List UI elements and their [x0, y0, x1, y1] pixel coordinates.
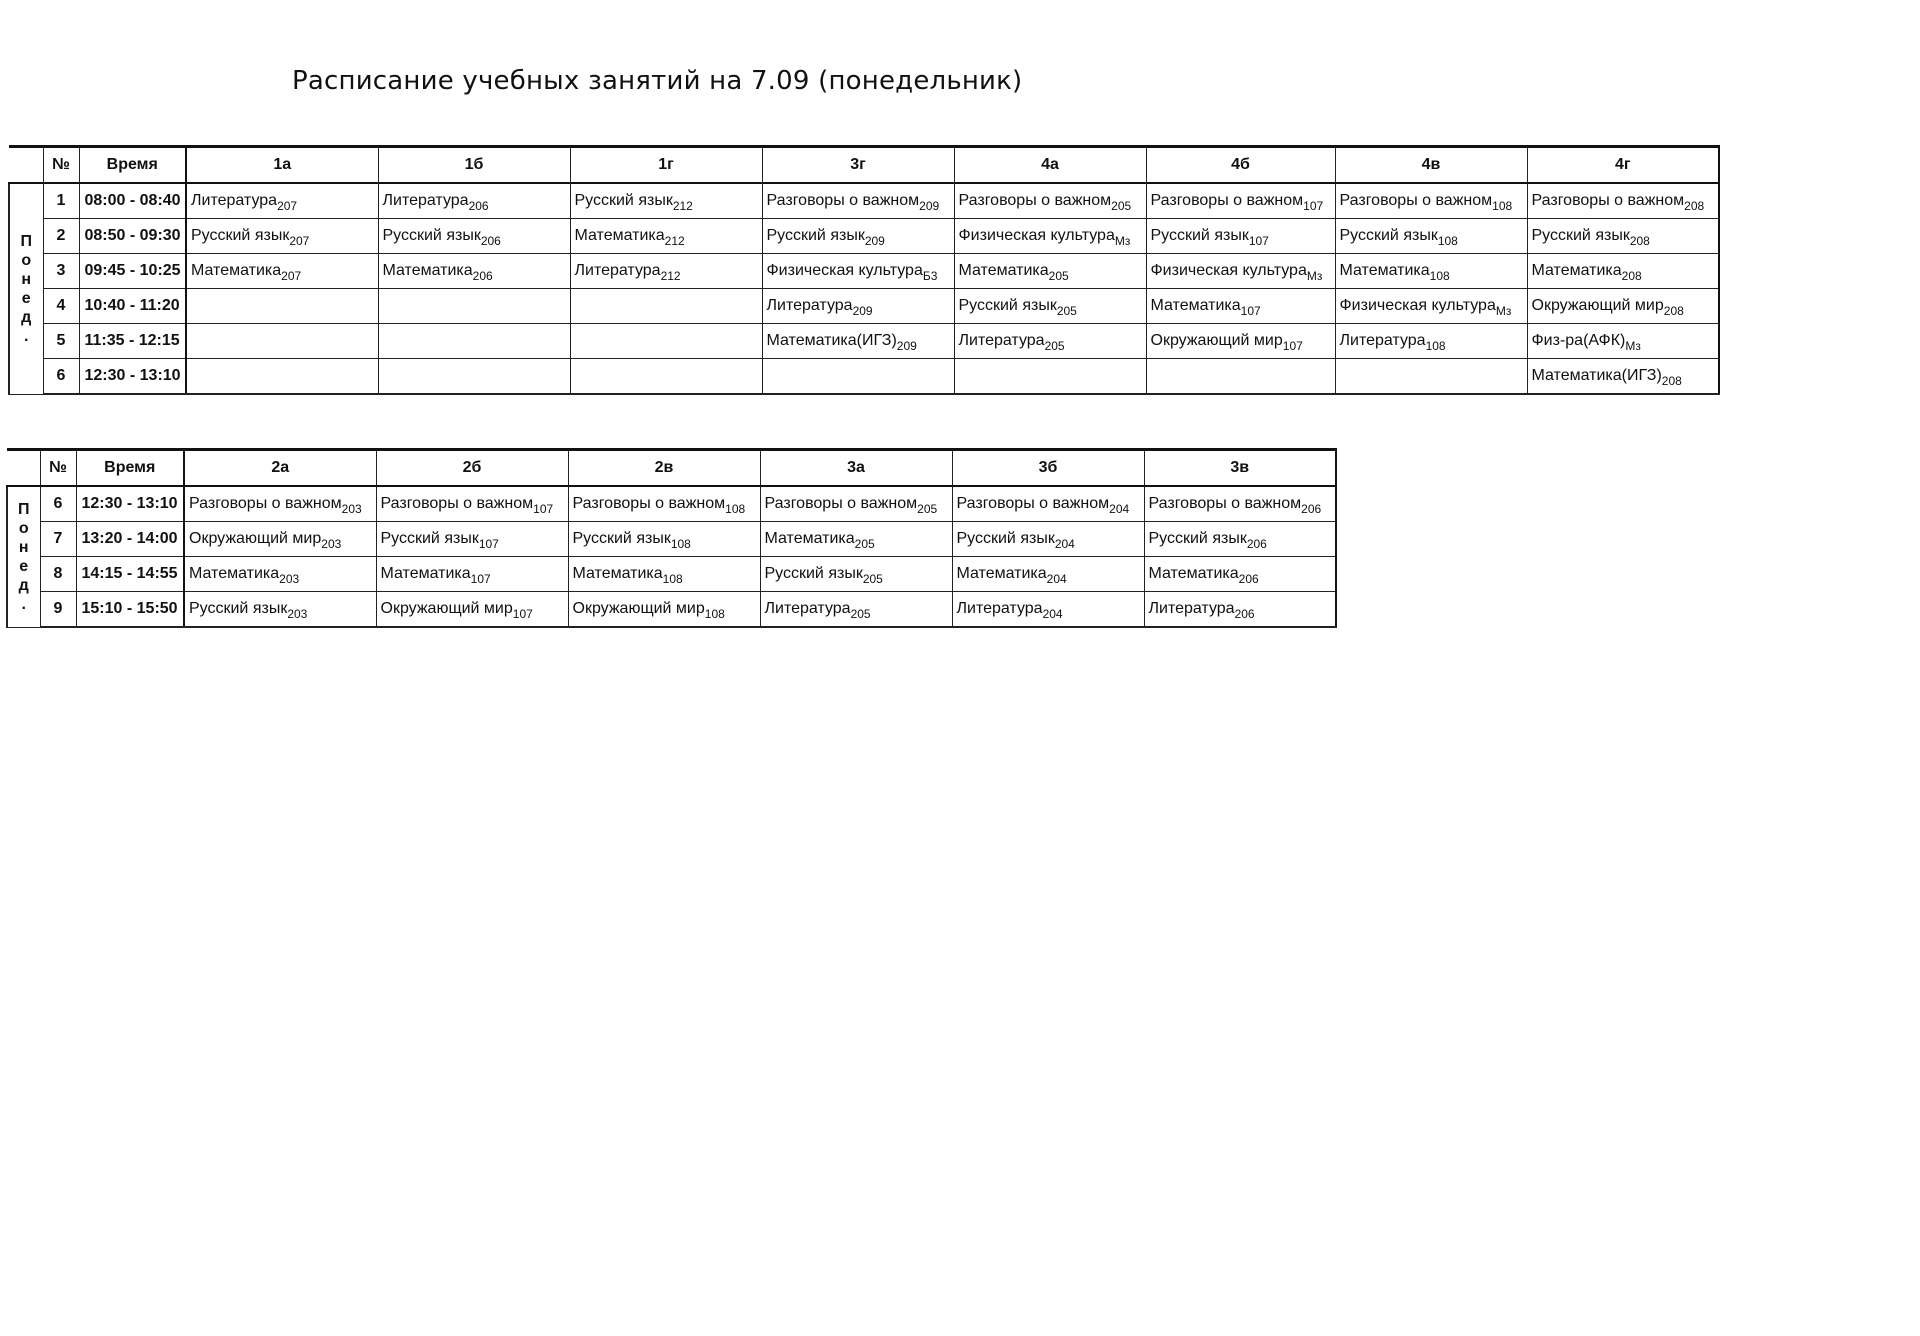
header-class: 4б: [1146, 147, 1335, 184]
subject-name: Русский язык: [572, 530, 671, 547]
lesson-cell: [570, 359, 762, 395]
room-number: Мз: [1625, 339, 1641, 353]
subject-name: Физическая культура: [766, 262, 923, 279]
lesson-cell: [378, 359, 570, 395]
lesson-cell: [1146, 254, 1335, 289]
lesson-cell: [954, 359, 1146, 395]
lesson-cell: [1144, 486, 1336, 522]
lesson-cell: [954, 289, 1146, 324]
subject-name: Русский язык: [189, 600, 288, 617]
subject-name: Разговоры о важном: [1148, 495, 1302, 512]
corner-blank: [9, 147, 43, 184]
subject-name: Математика: [1150, 297, 1241, 314]
lesson-row: [9, 324, 1719, 359]
header-class: 1г: [570, 147, 762, 184]
lesson-number: 2: [43, 219, 79, 254]
room-number: 203: [341, 502, 362, 516]
header-class: 1б: [378, 147, 570, 184]
lesson-time: 14:15 - 14:55: [76, 557, 184, 592]
lesson-cell: [570, 219, 762, 254]
lesson-cell: [186, 324, 378, 359]
room-number: Б3: [922, 269, 938, 283]
subject-name: Разговоры о важном: [766, 192, 920, 209]
lesson-row: [7, 486, 1336, 522]
room-number: 107: [512, 607, 533, 621]
subject-name: Русский язык: [382, 227, 481, 244]
lesson-cell: [1335, 219, 1527, 254]
room-number: 206: [480, 234, 501, 248]
lesson-number: 6: [43, 359, 79, 395]
header-class: 3б: [952, 450, 1144, 487]
subject-name: Математика: [572, 565, 663, 582]
lesson-number: 1: [43, 183, 79, 219]
room-number: 206: [1234, 607, 1255, 621]
room-number: 108: [662, 572, 683, 586]
lesson-cell: [570, 324, 762, 359]
lesson-cell: [378, 219, 570, 254]
header-class: 3г: [762, 147, 954, 184]
lesson-row: [7, 557, 1336, 592]
lesson-cell: [762, 219, 954, 254]
day-label-letters: [8, 500, 40, 614]
subject-name: Окружающий мир: [189, 530, 322, 547]
subject-name: Русский язык: [1531, 227, 1630, 244]
lesson-cell: [1144, 522, 1336, 557]
room-number: 107: [1248, 234, 1269, 248]
subject-name: Русский язык: [191, 227, 290, 244]
lesson-cell: [1146, 359, 1335, 395]
lesson-cell: [186, 219, 378, 254]
lesson-cell: [378, 254, 570, 289]
lesson-cell: [570, 183, 762, 219]
lesson-number: 3: [43, 254, 79, 289]
lesson-cell: [760, 592, 952, 628]
subject-name: Литература: [191, 192, 278, 209]
subject-name: Литература: [766, 297, 853, 314]
subject-name: Русский язык: [574, 192, 673, 209]
lesson-cell: [376, 486, 568, 522]
room-number: 207: [281, 269, 302, 283]
lesson-row: [7, 522, 1336, 557]
header-num: №: [40, 450, 76, 487]
lesson-cell: [1146, 324, 1335, 359]
room-number: 207: [289, 234, 310, 248]
room-number: 108: [670, 537, 691, 551]
day-letter: е: [21, 289, 31, 307]
room-number: 208: [1684, 199, 1705, 213]
room-number: 206: [472, 269, 493, 283]
schedule-table-1: [8, 145, 1720, 395]
subject-name: Физическая культура: [958, 227, 1115, 244]
room-number: 205: [917, 502, 938, 516]
subject-name: Физическая культура: [1339, 297, 1496, 314]
lesson-time: 11:35 - 12:15: [79, 324, 186, 359]
lesson-cell: [954, 254, 1146, 289]
subject-name: Математика: [1339, 262, 1430, 279]
subject-name: Математика: [380, 565, 471, 582]
header-class: 4а: [954, 147, 1146, 184]
subject-name: Разговоры о важном: [1150, 192, 1304, 209]
lesson-cell: [1146, 219, 1335, 254]
room-number: 205: [1048, 269, 1069, 283]
lesson-number: 5: [43, 324, 79, 359]
day-letter: о: [18, 519, 29, 537]
room-number: 107: [478, 537, 499, 551]
lesson-cell: [1335, 289, 1527, 324]
subject-name: Русский язык: [1339, 227, 1438, 244]
lesson-number: 9: [40, 592, 76, 628]
lesson-time: 09:45 - 10:25: [79, 254, 186, 289]
lesson-row: [9, 289, 1719, 324]
lesson-cell: [186, 289, 378, 324]
lesson-cell: [376, 522, 568, 557]
subject-name: Русский язык: [766, 227, 865, 244]
subject-name: Литература: [574, 262, 661, 279]
lesson-cell: [568, 522, 760, 557]
room-number: Мз: [1495, 304, 1512, 318]
lesson-cell: [378, 183, 570, 219]
lesson-cell: [762, 183, 954, 219]
lesson-cell: [568, 486, 760, 522]
header-num: №: [43, 147, 79, 184]
lesson-cell: [952, 522, 1144, 557]
lesson-cell: [184, 557, 376, 592]
room-number: Мз: [1306, 269, 1323, 283]
lesson-cell: [568, 557, 760, 592]
room-number: 208: [1661, 374, 1682, 388]
subject-name: Математика: [764, 530, 855, 547]
room-number: 205: [850, 607, 871, 621]
room-number: 205: [1056, 304, 1077, 318]
room-number: 208: [1629, 234, 1650, 248]
lesson-cell: [1527, 289, 1719, 324]
header-class: 4в: [1335, 147, 1527, 184]
room-number: 205: [1111, 199, 1132, 213]
subject-name: Русский язык: [764, 565, 863, 582]
subject-name: Разговоры о важном: [956, 495, 1110, 512]
lesson-cell: [186, 254, 378, 289]
lesson-time: 08:50 - 09:30: [79, 219, 186, 254]
subject-name: Разговоры о важном: [572, 495, 726, 512]
room-number: 209: [864, 234, 885, 248]
subject-name: Литература: [764, 600, 851, 617]
room-number: 212: [672, 199, 693, 213]
lesson-cell: [184, 486, 376, 522]
lesson-cell: [1335, 254, 1527, 289]
subject-name: Физ-ра(АФК): [1531, 332, 1626, 349]
room-number: 203: [287, 607, 308, 621]
header-time: Время: [79, 147, 186, 184]
room-number: 206: [1301, 502, 1322, 516]
subject-name: Окружающий мир: [1531, 297, 1664, 314]
header-row: [9, 147, 1719, 184]
room-number: 212: [660, 269, 681, 283]
lesson-row: [9, 254, 1719, 289]
lesson-cell: [186, 183, 378, 219]
schedule-table-2: [6, 448, 1337, 628]
room-number: 209: [852, 304, 873, 318]
lesson-cell: [376, 592, 568, 628]
lesson-row: [9, 359, 1719, 395]
subject-name: Окружающий мир: [380, 600, 513, 617]
lesson-cell: [1527, 324, 1719, 359]
lesson-cell: [1527, 183, 1719, 219]
header-class: 4г: [1527, 147, 1719, 184]
lesson-cell: [1335, 359, 1527, 395]
subject-name: Русский язык: [1148, 530, 1247, 547]
room-number: 206: [1246, 537, 1267, 551]
room-number: 206: [468, 199, 489, 213]
lesson-cell: [762, 359, 954, 395]
lesson-cell: [184, 592, 376, 628]
lesson-cell: [1527, 254, 1719, 289]
lesson-cell: [762, 289, 954, 324]
subject-name: Математика: [956, 565, 1047, 582]
subject-name: Математика: [574, 227, 665, 244]
day-letter: н: [18, 538, 29, 556]
lesson-row: [9, 219, 1719, 254]
day-label: [9, 183, 43, 394]
lesson-number: 8: [40, 557, 76, 592]
room-number: 108: [704, 607, 725, 621]
header-class: 3а: [760, 450, 952, 487]
lesson-cell: [1146, 289, 1335, 324]
day-letter: н: [21, 270, 32, 288]
day-letter: д: [21, 308, 32, 326]
lesson-cell: [952, 486, 1144, 522]
subject-name: Русский язык: [958, 297, 1057, 314]
day-letter: о: [21, 251, 32, 269]
subject-name: Разговоры о важном: [1531, 192, 1685, 209]
header-class: 2б: [376, 450, 568, 487]
subject-name: Разговоры о важном: [380, 495, 534, 512]
room-number: 107: [1303, 199, 1324, 213]
room-number: 203: [321, 537, 342, 551]
room-number: 108: [1492, 199, 1513, 213]
subject-name: Разговоры о важном: [764, 495, 918, 512]
room-number: 205: [862, 572, 883, 586]
room-number: 108: [1429, 269, 1450, 283]
lesson-cell: [1527, 359, 1719, 395]
room-number: 107: [1282, 339, 1303, 353]
lesson-cell: [378, 324, 570, 359]
room-number: 204: [1109, 502, 1130, 516]
subject-name: Русский язык: [380, 530, 479, 547]
header-row: [7, 450, 1336, 487]
subject-name: Математика: [1531, 262, 1622, 279]
subject-name: Литература: [1339, 332, 1426, 349]
lesson-number: 4: [43, 289, 79, 324]
room-number: 209: [896, 339, 917, 353]
room-number: 206: [1238, 572, 1259, 586]
lesson-number: 7: [40, 522, 76, 557]
lesson-cell: [762, 254, 954, 289]
subject-name: Математика(ИГЗ): [1531, 367, 1662, 384]
subject-name: Математика: [382, 262, 473, 279]
day-label: [7, 486, 40, 627]
subject-name: Разговоры о важном: [1339, 192, 1493, 209]
room-number: 207: [277, 199, 298, 213]
lesson-cell: [378, 289, 570, 324]
lesson-cell: [760, 557, 952, 592]
lesson-time: 12:30 - 13:10: [79, 359, 186, 395]
room-number: 107: [533, 502, 554, 516]
lesson-cell: [1335, 183, 1527, 219]
lesson-time: 13:20 - 14:00: [76, 522, 184, 557]
lesson-cell: [1335, 324, 1527, 359]
subject-name: Литература: [958, 332, 1045, 349]
subject-name: Математика(ИГЗ): [766, 332, 897, 349]
room-number: 212: [664, 234, 685, 248]
room-number: 205: [854, 537, 875, 551]
lesson-cell: [1146, 183, 1335, 219]
room-number: 203: [279, 572, 300, 586]
subject-name: Разговоры о важном: [958, 192, 1112, 209]
subject-name: Математика: [958, 262, 1049, 279]
room-number: Мз: [1114, 234, 1131, 248]
lesson-cell: [1144, 557, 1336, 592]
subject-name: Разговоры о важном: [189, 495, 342, 512]
subject-name: Литература: [382, 192, 469, 209]
subject-name: Окружающий мир: [572, 600, 705, 617]
header-class: 1а: [186, 147, 378, 184]
lesson-cell: [570, 254, 762, 289]
room-number: 204: [1054, 537, 1075, 551]
lesson-row: [9, 183, 1719, 219]
lesson-cell: [762, 324, 954, 359]
room-number: 108: [1437, 234, 1458, 248]
subject-name: Литература: [1148, 600, 1235, 617]
lesson-cell: [376, 557, 568, 592]
subject-name: Математика: [1148, 565, 1239, 582]
day-letter: П: [18, 500, 30, 518]
lesson-time: 15:10 - 15:50: [76, 592, 184, 628]
day-letter: д: [18, 576, 29, 594]
day-letter: е: [19, 557, 29, 575]
lesson-cell: [760, 522, 952, 557]
room-number: 205: [1044, 339, 1065, 353]
room-number: 208: [1621, 269, 1642, 283]
subject-name: Математика: [191, 262, 282, 279]
lesson-cell: [1144, 592, 1336, 628]
lesson-cell: [568, 592, 760, 628]
subject-name: Русский язык: [956, 530, 1055, 547]
lesson-cell: [954, 183, 1146, 219]
lesson-time: 12:30 - 13:10: [76, 486, 184, 522]
page-title: Расписание учебных занятий на 7.09 (понедельник): [292, 66, 1023, 96]
lesson-cell: [1527, 219, 1719, 254]
lesson-time: 10:40 - 11:20: [79, 289, 186, 324]
lesson-cell: [952, 592, 1144, 628]
header-class: 2а: [184, 450, 376, 487]
room-number: 107: [1240, 304, 1261, 318]
subject-name: Окружающий мир: [1150, 332, 1283, 349]
subject-name: Физическая культура: [1150, 262, 1307, 279]
room-number: 209: [919, 199, 940, 213]
lesson-cell: [186, 359, 378, 395]
lesson-cell: [184, 522, 376, 557]
room-number: 204: [1046, 572, 1067, 586]
lesson-cell: [760, 486, 952, 522]
subject-name: Математика: [189, 565, 280, 582]
day-letter: .: [21, 595, 26, 613]
day-letter: П: [20, 232, 32, 250]
lesson-time: 08:00 - 08:40: [79, 183, 186, 219]
header-class: 3в: [1144, 450, 1336, 487]
room-number: 108: [1425, 339, 1446, 353]
lesson-cell: [952, 557, 1144, 592]
room-number: 107: [470, 572, 491, 586]
lesson-cell: [570, 289, 762, 324]
header-time: Время: [76, 450, 184, 487]
room-number: 208: [1663, 304, 1684, 318]
day-letter: .: [24, 327, 29, 345]
lesson-number: 6: [40, 486, 76, 522]
room-number: 108: [725, 502, 746, 516]
day-label-letters: [10, 232, 43, 346]
lesson-cell: [954, 219, 1146, 254]
header-class: 2в: [568, 450, 760, 487]
lesson-cell: [954, 324, 1146, 359]
lesson-row: [7, 592, 1336, 628]
corner-blank: [7, 450, 40, 487]
subject-name: Литература: [956, 600, 1043, 617]
room-number: 204: [1042, 607, 1063, 621]
subject-name: Русский язык: [1150, 227, 1249, 244]
